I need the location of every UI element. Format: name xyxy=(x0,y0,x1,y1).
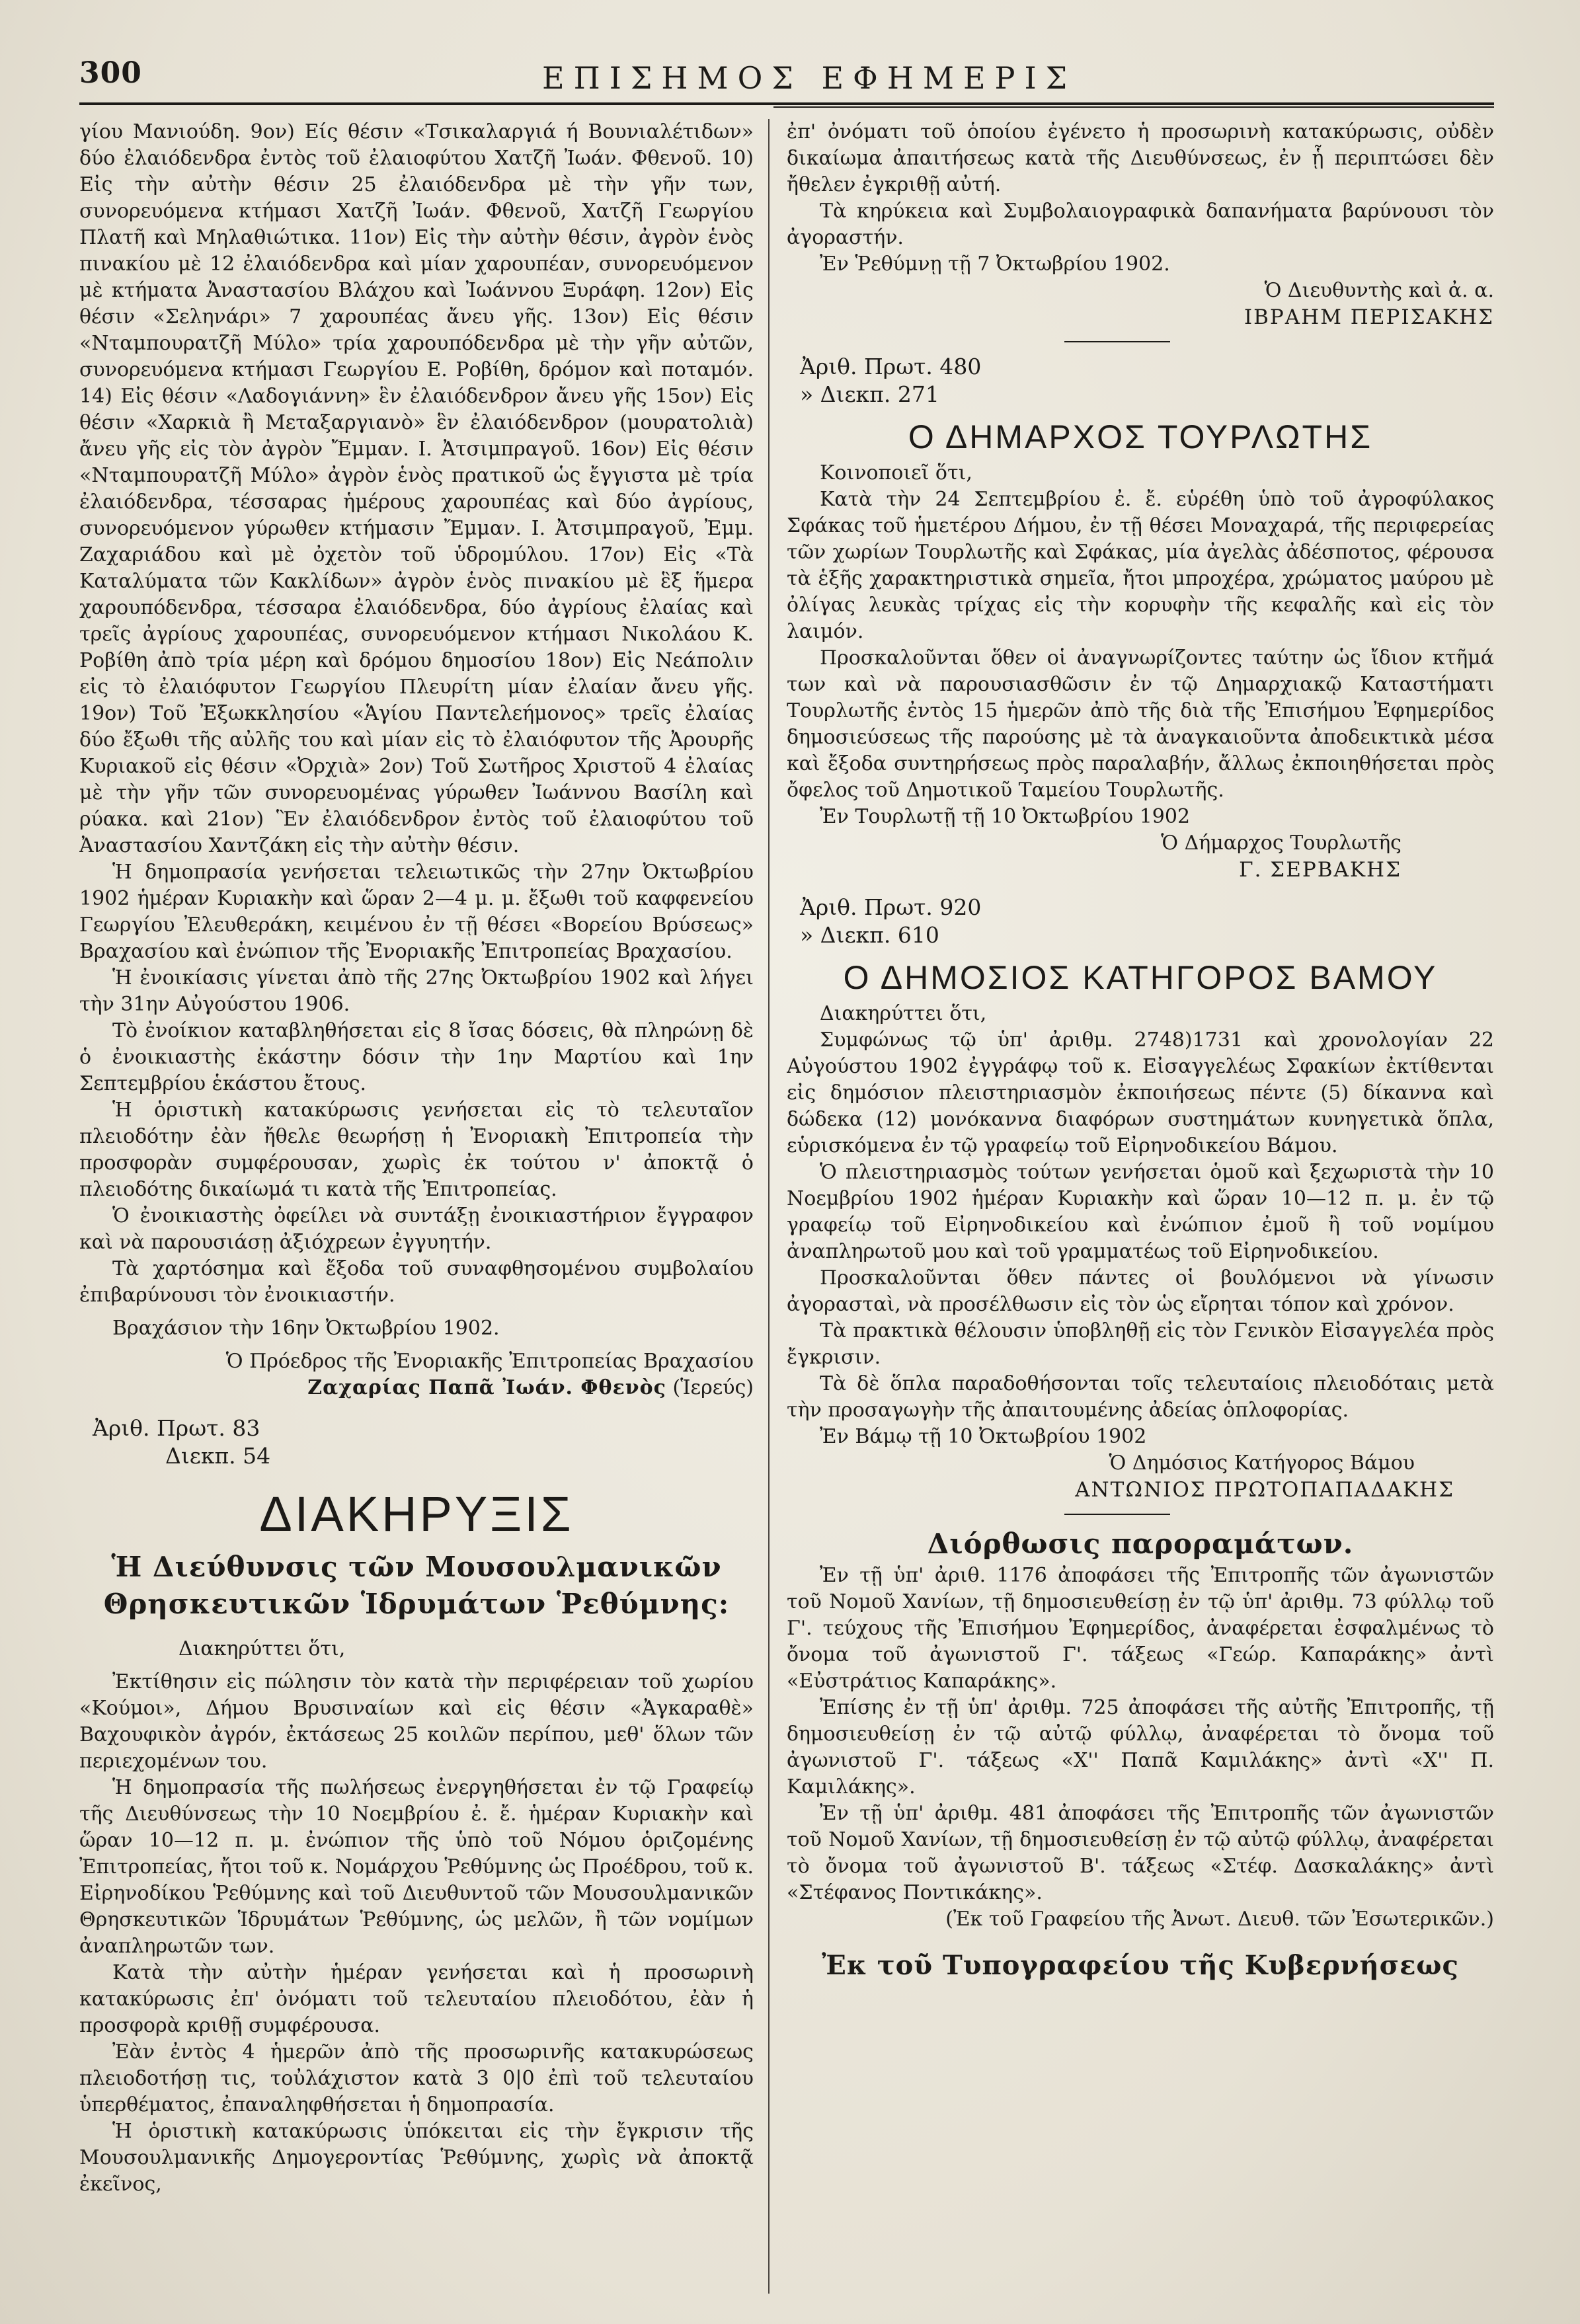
header-rule xyxy=(79,102,1494,105)
right-column xyxy=(787,119,1494,2294)
dispatch-number: Διεκπ. 54 xyxy=(165,1443,271,1469)
announcement-subheading: Ἡ Διεύθυνσις τῶν Μουσουλμανικῶν Θρησκευτικῶν Ἱδρυμάτων Ῥεθύμνης: xyxy=(103,1551,730,1620)
paragraph: Προσκαλοῦνται ὅθεν οἱ ἀναγνωρίζοντες ταύτην ὡς ἴδιον κτῆμά των καὶ νὰ παρουσιασθῶσιν ἐν τῷ Δημαρχιακῷ Καταστήματι Τουρλωτῆς ἐντὸς 15 ἡμερῶν ἀπὸ τῆς διὰ τῆς Ἐπισήμου Ἐφημερίδος δημοσιεύσεως τῆς παρούσης μὲ τὰ ἀναγκαιοῦντα ἀποδεικτικὰ μέσα καὶ ἔξοδα συντηρήσεως πρὸς παραλαβήν, ἄλλως ἐκποιηθήσεται πρὸς ὄφελος τοῦ Δημοτικοῦ Ταμείου Τουρλωτῆς. xyxy=(787,646,1494,802)
protocol-number: Ἀριθ. Πρωτ. 480 xyxy=(800,354,982,379)
signature-role: Ὁ Δήμαρχος Τουρλωτῆς xyxy=(1161,832,1402,855)
signature-role: Ὁ Διευθυντὴς καὶ ἀ. α. xyxy=(1264,279,1494,302)
paragraph: Ἐπίσης ἐν τῇ ὑπ' ἀριθμ. 725 ἀποφάσει τῆς αὐτῆς Ἐπιτροπῆς, τῇ δημοσιευθείσῃ ἐν τῷ αὐτῷ φύλλῳ, ἀναφέρεται τὸ ὄνομα τοῦ ἀγωνιστοῦ Γ'. τάξεως «Χ'' Παπᾶ Καμιλάκης» ἀντὶ «Χ'' Π. Καμιλάκης». xyxy=(787,1696,1494,1799)
date-line: Ἐν Ῥεθύμνῃ τῇ 7 Ὀκτωβρίου 1902. xyxy=(820,252,1170,276)
announce-line: Διακηρύττει ὅτι, xyxy=(178,1637,346,1660)
paragraph: Συμφώνως τῷ ὑπ' ἀριθμ. 2748)1731 καὶ χρονολογίαν 22 Αὐγούστου 1902 ἐγγράφῳ τοῦ κ. Εἰσαγγελέως Σφακίων ἐκτίθενται εἰς δημόσιον πλειστηριασμὸν ἐκποιήσεως πέντε (5) δίκαννα καὶ δώδεκα (12) μονόκαννα διαφόρων συστημάτων κυνηγετικὰ ὅπλα, εὑρισκόμενα ἐν τῷ γραφείῳ τοῦ Εἰρηνοδικείου Βάμου. xyxy=(787,1028,1494,1157)
protocol-number: Ἀριθ. Πρωτ. 83 xyxy=(93,1415,260,1441)
paragraph: Τὰ δὲ ὅπλα παραδοθήσονται τοῖς τελευταίοις πλειοδόταις μετὰ τὴν προσαγωγὴν τῆς ἀπαιτουμένης ἀδείας ὁπλοφορίας. xyxy=(787,1372,1494,1422)
page-number: 300 xyxy=(79,56,142,90)
source-note: (Ἐκ τοῦ Γραφείου τῆς Ἀνωτ. Διευθ. τῶν Ἐσωτερικῶν.) xyxy=(945,1908,1494,1931)
reference-numbers xyxy=(93,1414,754,1470)
paragraph: Τὰ χαρτόσημα καὶ ἔξοδα τοῦ συναφθησομένου συμβολαίου ἐπιβαρύνουσι τὸν ἐνοικιαστήν. xyxy=(79,1257,754,1307)
paragraph: Ἡ ἐνοικίασις γίνεται ἀπὸ τῆς 27ης Ὀκτωβρίου 1902 καὶ λήγει τὴν 31ην Αὐγούστου 1906. xyxy=(79,966,754,1016)
left-column xyxy=(79,119,754,2294)
section-heading: Ο ΔΗΜΑΡΧΟΣ ΤΟΥΡΛΩΤΗΣ xyxy=(908,418,1373,455)
protocol-number: Ἀριθ. Πρωτ. 920 xyxy=(800,894,982,920)
paragraph: γίου Μανιούδη. 9ον) Είς θέσιν «Τσικαλαργιά ή Βουνιαλέτιδων» δύο ἐλαιόδενδρα ἐντὸς τοῦ ἐλαιοφύτου Χατζῆ Ἰωάν. Φθενοῦ. 10) Εἰς τὴν αὐτὴν θέσιν 25 ἐλαιόδενδρα μὲ τὴν γῆν των, συνορευόμενα κτήμασι Χατζῆ Ἰωάν. Φθενοῦ, Χατζῆ Γεωργίου Πλατῆ καὶ Μηλαθιώτικα. 11ον) Εἰς τὴν αὐτὴν θέσιν, ἀγρὸν ἑνὸς πινακίου μὲ 12 ἐλαιόδενδρα καὶ μίαν χαρουπέαν, συνορευόμενον μὲ κτήματα Ἀναστασίου Βλάχου καὶ Ἰωάννου Ξυράφη. 12ον) Εἰς θέσιν «Σεληνάρι» 7 χαρουπέας ἄνευ γῆς. 13ον) Εἰς θέσιν «Νταμπουρατζῆ Μύλο» τρία χαρουπόδενδρα μὲ τὴν γῆν αὐτῶν, συνορευόμενα κτήμασι Γεωργίου Ε. Ροβίθη, δρόμον καὶ ποταμόν. 14) Εἰς θέσιν «Λαδογιάννη» ἓν ἐλαιόδενδρον ἄνευ γῆς 15ον) Εἰς θέσιν «Χαρκιὰ ἢ Μεταξαργιανὸ» ἓν ἐλαιόδενδρον (μουρατολιὰ) ἄνευ γῆς εἰς τὸν ἀγρὸν Ἔμμαν. Ι. Ἀτσιμπραγοῦ. 16ον) Εἰς θέσιν «Νταμπουρατζῆ Μύλο» ἀγρὸν ἑνὸς πρατικοῦ ὡς ἔγγιστα μὲ τρία ἐλαιόδενδρα, τέσσαρας ἡμέρους χαρουπέας καὶ δύο ἀγρίους, συνορευόμενον γύρωθεν κτήμασιν Ἔμμαν. Ι. Ἀτσιμπραγοῦ, Ἐμμ. Ζαχαριάδου καὶ μὲ ὀχετὸν τοῦ ὑδρομύλου. 17ον) Εἰς «Τὰ Καταλύματα τῶν Κακλίδων» ἀγρὸν ἑνὸς πινακίου μὲ ἓξ ἥμερα χαρουπόδενδρα, τέσσαρα ἐλαιόδενδρα, δύο ἀγρίους ἐλαίας καὶ τρεῖς ἀγρίους χαρουπέας, συνορευόμενον κτήμασι Νικολάου Κ. Ροβίθη ἀπὸ τρία μέρη καὶ δρόμου δημοσίου 18ον) Εἰς Νεάπολιν εἰς τὸ ἐλαιόφυτον Γεωργίου Πλευρίτη μίαν ἐλαίαν ἄνευ γῆς. 19ον) Τοῦ Ἐξωκκλησίου «Ἁγίου Παντελεήμονος» τρεῖς ἐλαίας δύο ἔξωθι τῆς αὐλῆς του καὶ μίαν εἰς τὸ ἐλαιόφυτον τῆς Ἀρουρῆς Κυριακοῦ εἰς θέσιν «Ὀρχιὰ» 2ον) Τοῦ Σωτῆρος Χριστοῦ 4 ἐλαίας μὲ τὴν γῆν τῶν συνορευομένας γύρωθεν Ἰωάννου Βασίλη καὶ ρύακα. καὶ 21ον) Ἓν ἐλαιόδενδρον ἐντὸς τοῦ ἐλαιοφύτου τοῦ Ἀναστασίου Χαντζάκη εἰς τὴν αὐτὴν θέσιν. xyxy=(79,120,754,857)
announcement-heading: ΔΙΑΚΗΡΥΞΙΣ xyxy=(259,1487,574,1541)
paragraph: Ἡ ὁριστικὴ κατακύρωσις γενήσεται εἰς τὸ τελευταῖον πλειοδότην ἐὰν ἤθελε θεωρήσῃ ἡ Ἐνοριακὴ Ἐπιτροπεία τὴν προσφορὰν συμφέρουσαν, χωρὶς ἐκ τούτου ν' ἀποκτᾷ ὁ πλειοδότης δικαίωμά τι κατὰ τῆς Ἐπιτροπείας. xyxy=(79,1099,754,1201)
paragraph: Ἐν τῇ ὑπ' ἀριθ. 1176 ἀποφάσει τῆς Ἐπιτροπῆς τῶν ἀγωνιστῶν τοῦ Νομοῦ Χανίων, τῇ δημοσιευθείσῃ ἐν τῷ ὑπ' ἀριθμ. 73 φύλλῳ τοῦ Γ'. τεύχους τῆς Ἐπισήμου Ἐφημερίδος, ἀναφέρεται ἐσφαλμένως τὸ ὄνομα τοῦ ἀγωνιστοῦ Γ'. τάξεως «Γεώρ. Καπαράκης» ἀντὶ «Εὐστράτιος Καπαράκης». xyxy=(787,1564,1494,1693)
section-rule xyxy=(1064,341,1170,342)
dispatch-number: » Διεκπ. 610 xyxy=(800,922,939,948)
paragraph: Ἐν τῇ ὑπ' ἀριθμ. 481 ἀποφάσει τῆς Ἐπιτροπῆς τῶν ἀγωνιστῶν τοῦ Νομοῦ Χανίων, τῇ δημοσιευθείσῃ ἐν τῷ αὐτῷ φύλλῳ, ἀναφέρεται τὸ ὄνομα τοῦ ἀγωνιστοῦ Β'. τάξεως «Στέφ. Δασκαλάκης» ἀντὶ «Στέφανος Ποντικάκης». xyxy=(787,1802,1494,1904)
signature-block xyxy=(79,1375,754,1401)
paragraph: Ἡ δημοπρασία τῆς πωλήσεως ἐνεργηθήσεται ἐν τῷ Γραφείῳ τῆς Διευθύνσεως τὴν 10 Νοεμβρίου ἐ. ἔ. ἡμέραν Κυριακὴν καὶ ὥραν 10—12 π. μ. ἐνώπιον τῆς ὑπὸ τοῦ Νόμου ὁριζομένης Ἐπιτροπείας, ἤτοι τοῦ κ. Νομάρχου Ῥεθύμνης ὡς Προέδρου, τοῦ κ. Εἰρηνοδίκου Ῥεθύμνης καὶ τοῦ Διευθυντοῦ τῶν Μουσουλμανικῶν Θρησκευτικῶν Ἱδρυμάτων Ῥεθύμνης, ὡς μελῶν, ἢ τῶν νομίμων ἀναπληρωτῶν των. xyxy=(79,1776,754,1958)
reference-numbers xyxy=(800,894,1494,949)
paragraph: Ὁ πλειστηριασμὸς τούτων γενήσεται ὁμοῦ καὶ ξεχωριστὰ τὴν 10 Νοεμβρίου 1902 ἡμέραν Κυριακὴν καὶ ὥραν 10—12 π. μ. ἐν τῷ γραφείῳ τοῦ Εἰρηνοδικείου καὶ ἐνώπιον ἐμοῦ ἢ τοῦ νομίμου ἀναπληρωτοῦ μου καὶ τοῦ γραμματέως τοῦ Εἰρηνοδικείου. xyxy=(787,1161,1494,1263)
page-header xyxy=(79,56,1494,109)
signature-note: (Ἱερεύς) xyxy=(672,1376,754,1399)
paragraph: Ἐὰν ἐντὸς 4 ἡμερῶν ἀπὸ τῆς προσωρινῆς κατακυρώσεως πλειοδοτήσῃ τις, τοὐλάχιστον κατὰ 3 0|0 ἐπὶ τοῦ τελευταίου ὑπερθέματος, ἐπαναληφθήσεται ἡ δημοπρασία. xyxy=(79,2040,754,2116)
gazette-title: ΕΠΙΣΗΜΟΣ ΕΦΗΜΕΡΙΣ xyxy=(542,60,1077,96)
dispatch-number: » Διεκπ. 271 xyxy=(800,381,939,407)
column-divider xyxy=(768,119,770,2294)
paragraph: Ἐκτίθησιν εἰς πώλησιν τὸν κατὰ τὴν περιφέρειαν τοῦ χωρίου «Κούμοι», Δήμου Βρυσιναίων καὶ εἰς θέσιν «Ἀγκαραθὲ» Βαχουφικὸν ἀγρόν, ἐκτάσεως 25 κοιλῶν περίπου, μεθ' ὅλων τῶν περιεχομένων του. xyxy=(79,1670,754,1773)
section-heading: Ο ΔΗΜΟΣΙΟΣ ΚΑΤΗΓΟΡΟΣ ΒΑΜΟΥ xyxy=(843,959,1438,996)
signature-role: Ὁ Πρόεδρος τῆς Ἐνοριακῆς Ἐπιτροπείας Βραχασίου xyxy=(225,1350,754,1373)
paragraph: Ἡ ὁριστικὴ κατακύρωσις ὑπόκειται εἰς τὴν ἔγκρισιν τῆς Μουσουλμανικῆς Δημογεροντίας Ῥεθύμνης, χωρὶς νὰ ἀποκτᾷ ἐκεῖνος, xyxy=(79,2120,754,2196)
printer-footer: Ἐκ τοῦ Τυπογραφείου τῆς Κυβερνήσεως xyxy=(822,1950,1459,1981)
signature-name: ΙΒΡΑΗΜ ΠΕΡΙΣΑΚΗΣ xyxy=(1244,305,1494,329)
section-rule xyxy=(1064,1514,1170,1515)
announce-line: Κοινοποιεῖ ὅτι, xyxy=(820,461,972,484)
paragraph: Ὁ ἐνοικιαστὴς ὀφείλει νὰ συντάξῃ ἐνοικιαστήριον ἔγγραφον καὶ νὰ παρουσιάσῃ ἀξιόχρεων ἐγγυητήν. xyxy=(79,1204,754,1254)
date-line: Ἐν Βάμῳ τῇ 10 Ὀκτωβρίου 1902 xyxy=(820,1425,1147,1448)
paragraph: Προσκαλοῦνται ὅθεν πάντες οἱ βουλόμενοι νὰ γίνωσιν ἀγορασταὶ, νὰ προσέλθωσιν εἰς τὸν ὡς εἴρηται τόπον καὶ χρόνον. xyxy=(787,1266,1494,1316)
date-line: Βραχάσιον τὴν 16ην Ὀκτωβρίου 1902. xyxy=(112,1317,500,1340)
header-rule-secondary xyxy=(773,106,1494,108)
paragraph: ἐπ' ὀνόματι τοῦ ὁποίου ἐγένετο ἡ προσωρινὴ κατακύρωσις, οὐδὲν δικαίωμα ἀπαιτήσεως κατὰ τῆς Διευθύνσεως, ἐν ᾗ περιπτώσει δὲν ἤθελεν ἐγκριθῇ αὐτή. xyxy=(787,120,1494,196)
corrections-heading: Διόρθωσις παροραμάτων. xyxy=(927,1528,1354,1560)
signature-role: Ὁ Δημόσιος Κατήγορος Βάμου xyxy=(1109,1452,1415,1475)
announce-line: Διακηρύττει ὅτι, xyxy=(820,1002,987,1025)
paragraph: Κατὰ τὴν 24 Σεπτεμβρίου ἐ. ἔ. εὑρέθη ὑπὸ τοῦ ἀγροφύλακος Σφάκας τοῦ ἡμετέρου Δήμου, ἐν τῇ θέσει Μοναχαρά, τῆς περιφερείας τῶν χωρίων Τουρλωτῆς καὶ Σφάκας, μία ἀγελὰς ἀδέσποτος, φέρουσα τὰ ἑξῆς χαρακτηριστικὰ σημεῖα, ἤτοι μπροχέρα, χρώματος μαύρου μὲ ὀλίγας λευκὰς τρίχας εἰς τὴν κορυφὴν τῆς κεφαλῆς καὶ εἰς τὸν λαιμόν. xyxy=(787,488,1494,643)
paragraph: Τὰ κηρύκεια καὶ Συμβολαιογραφικὰ δαπανήματα βαρύνουσι τὸν ἀγοραστήν. xyxy=(787,200,1494,249)
paragraph: Ἡ δημοπρασία γενήσεται τελειωτικῶς τὴν 27ην Ὀκτωβρίου 1902 ἡμέραν Κυριακὴν καὶ ὥραν 2—4 μ. μ. ἔξωθι τοῦ καφφενείου Γεωργίου Ἐλευθεράκη, κειμένου ἐν τῇ θέσει «Βορείου Βρύσεως» Βραχασίου καὶ ἐνώπιον τῆς Ἐνοριακῆς Ἐπιτροπείας Βραχασίου. xyxy=(79,861,754,963)
paragraph: Κατὰ τὴν αὐτὴν ἡμέραν γενήσεται καὶ ἡ προσωρινὴ κατακύρωσις ἐπ' ὀνόματι τοῦ τελευταίου πλειοδότου, ἐὰν ἡ προσφορὰ κριθῇ συμφέρουσα. xyxy=(79,1961,754,2037)
reference-numbers xyxy=(800,353,1494,408)
paragraph: Τὰ πρακτικὰ θέλουσιν ὑποβληθῇ εἰς τὸν Γενικὸν Εἰσαγγελέα πρὸς ἔγκρισιν. xyxy=(787,1319,1494,1369)
date-line: Ἐν Τουρλωτῇ τῇ 10 Ὀκτωβρίου 1902 xyxy=(820,805,1191,828)
signature-name: Ζαχαρίας Παπᾶ Ἰωάν. Φθενὸς xyxy=(307,1376,666,1399)
paragraph: Τὸ ἐνοίκιον καταβληθήσεται εἰς 8 ἴσας δόσεις, θὰ πληρώνῃ δὲ ὁ ἐνοικιαστὴς ἑκάστην δόσιν τὴν 1ην Μαρτίου καὶ 1ην Σεπτεμβρίου ἑκάστου ἔτους. xyxy=(79,1019,754,1095)
signature-name: ΑΝΤΩΝΙΟΣ ΠΡΩΤΟΠΑΠΑΔΑΚΗΣ xyxy=(1075,1478,1454,1502)
signature-name: Γ. ΣΕΡΒΑΚΗΣ xyxy=(1239,858,1402,882)
